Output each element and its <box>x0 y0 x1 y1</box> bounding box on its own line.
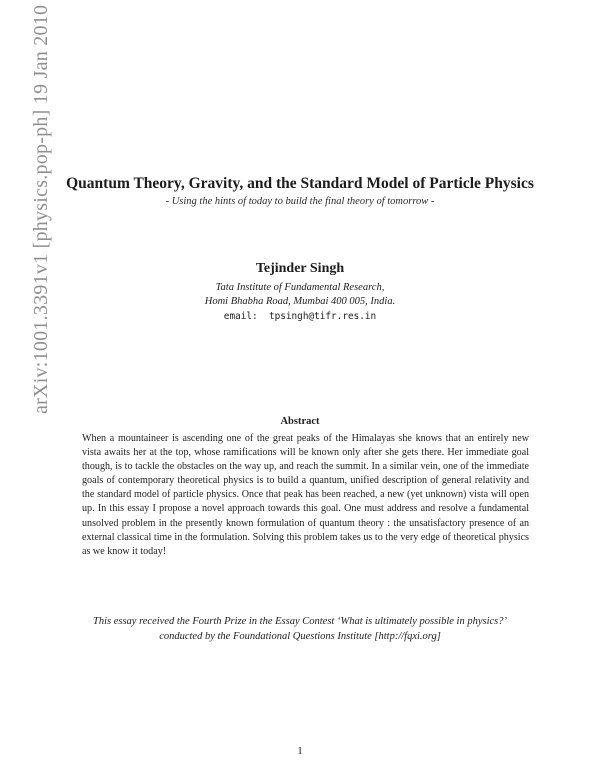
affiliation-institute: Tata Institute of Fundamental Research, <box>215 282 385 293</box>
abstract-heading: Abstract <box>280 416 320 427</box>
author-name: Tejinder Singh <box>255 261 345 276</box>
page-number: 1 <box>297 745 303 757</box>
prize-note-line-1: This essay received the Fourth Prize in the Essay Contest ‘What is ultimately possible in physics?’ <box>92 616 507 627</box>
paper-title: Quantum Theory, Gravity, and the Standard Model of Particle Physics <box>66 175 534 192</box>
paper-subtitle: - Using the hints of today to build the final theory of tomorrow - <box>165 196 435 207</box>
abstract-text: When a mountaineer is ascending one of the great peaks of the Himalayas she knows that an entirely new vista awaits her at the top, whose ramifications will be known only after she gets there. Her immediate goal though, is to tackle the obstacles on the way up, and reach the summit. In a similar vein, one of the immediate goals of contemporary theoretical physics is to build a quantum, unified description of general relativity and the standard model of particle physics. Once that peak has been reached, a new (yet unknown) vista will open up. In this essay I propose a novel approach towards this goal. One must address and resolve a fundamental unsolved problem in the presently known formulation of quantum theory : the unsatisfactory presence of an external classical time in the formulation. Solving this problem takes us to the very edge of theoretical physics as we know it today! <box>82 433 529 557</box>
author-email: email: tpsingh@tifr.res.in <box>223 311 377 322</box>
prize-note <box>40 614 560 644</box>
arxiv-stamp: arXiv:1001.3391v1 [physics.pop-ph] 19 Jan 2010 <box>30 4 52 414</box>
affiliation-address: Homi Bhabha Road, Mumbai 400 005, India. <box>204 296 396 307</box>
prize-note-line-2: conducted by the Foundational Questions Institute [http://fqxi.org] <box>159 631 441 642</box>
